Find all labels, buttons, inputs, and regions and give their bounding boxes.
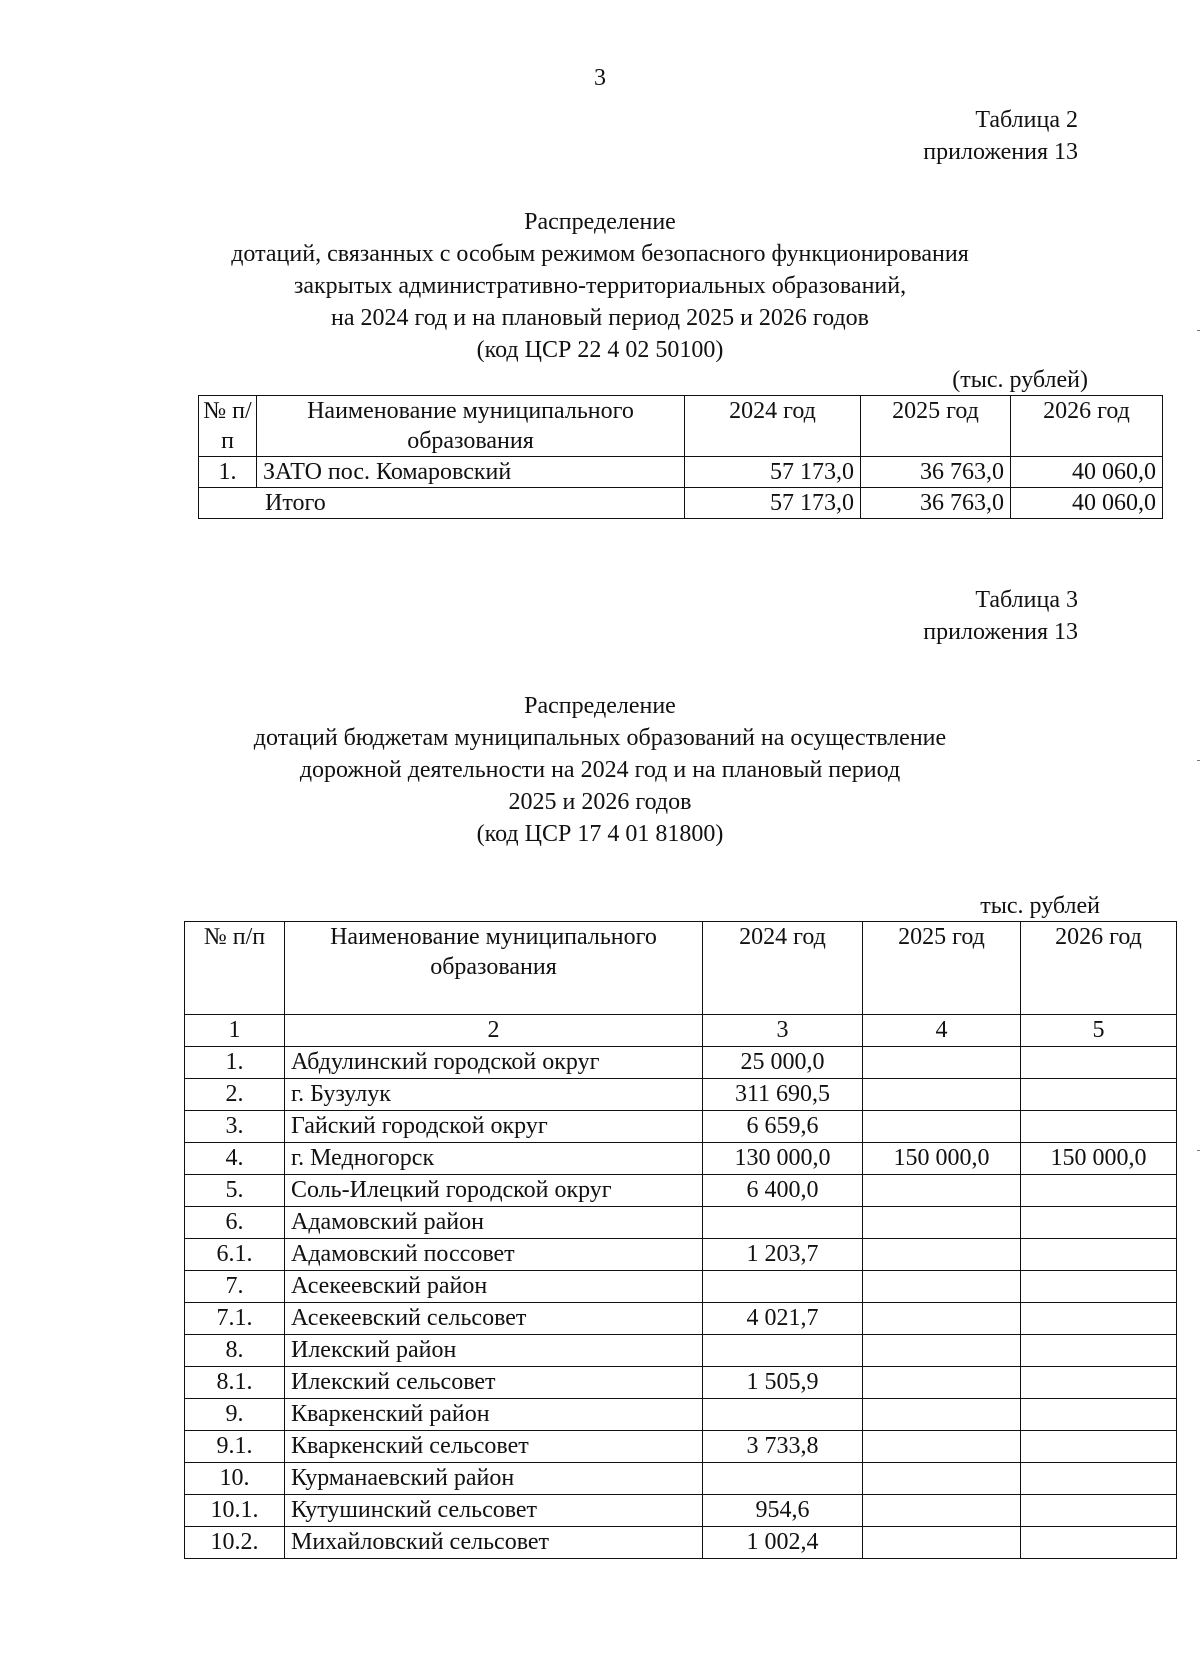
table3-cell-2025	[863, 1271, 1021, 1303]
table2-cell-2025: 36 763,0	[861, 457, 1011, 488]
table3-cell-2024: 1 203,7	[703, 1239, 863, 1271]
table3-header-row	[185, 922, 1177, 1015]
table3-cell-2025	[863, 1367, 1021, 1399]
table3-cell-2025	[863, 1495, 1021, 1527]
table3-cell-2026	[1021, 1335, 1177, 1367]
table2	[198, 395, 1163, 519]
table3-cell-2024: 3 733,8	[703, 1431, 863, 1463]
table-row	[185, 1239, 1177, 1271]
table3-cell-2026	[1021, 1463, 1177, 1495]
table3-cell-2024: 1 505,9	[703, 1367, 863, 1399]
table2-caption	[923, 104, 1078, 168]
table-row	[185, 1175, 1177, 1207]
table3-cell-name: Кваркенский сельсовет	[285, 1431, 703, 1463]
table3-cell-name: Илекский район	[285, 1335, 703, 1367]
table3-cell-2024	[703, 1207, 863, 1239]
table2-cell-number: 1.	[199, 457, 257, 488]
table3-cell-number: 6.	[185, 1207, 285, 1239]
table3-cell-name: Абдулинский городской округ	[285, 1047, 703, 1079]
table-row	[185, 1303, 1177, 1335]
table3-title-line: 2025 и 2026 годов	[508, 789, 692, 815]
table3-cell-number: 10.2.	[185, 1527, 285, 1559]
table3-body	[185, 1047, 1177, 1559]
table3-cell-2026	[1021, 1079, 1177, 1111]
table3-cell-name: Кутушинский сельсовет	[285, 1495, 703, 1527]
table3-cell-number: 9.	[185, 1399, 285, 1431]
table3-cell-number: 9.1.	[185, 1431, 285, 1463]
table3-cell-2026	[1021, 1367, 1177, 1399]
table3-cell-2026	[1021, 1175, 1177, 1207]
table3-title-line: (код ЦСР 17 4 01 81800)	[476, 821, 724, 847]
table3-cell-2026	[1021, 1527, 1177, 1559]
table-row	[185, 1431, 1177, 1463]
table-row	[185, 1495, 1177, 1527]
table2-cell-name: ЗАТО пос. Комаровский	[257, 457, 685, 488]
table2-title	[160, 206, 1040, 366]
table3-cell-2026	[1021, 1207, 1177, 1239]
table3-cell-2024: 6 400,0	[703, 1175, 863, 1207]
table2-total-2024: 57 173,0	[685, 488, 861, 519]
table3-cell-name: Адамовский поссовет	[285, 1239, 703, 1271]
table2-total-label: Итого	[199, 488, 685, 519]
table2-total-2025: 36 763,0	[861, 488, 1011, 519]
table2-title-line: закрытых административно-территориальных образований,	[293, 273, 907, 299]
table3	[184, 921, 1177, 1559]
table3-cell-2025	[863, 1207, 1021, 1239]
table3-cell-2025	[863, 1239, 1021, 1271]
table3-cell-2025	[863, 1431, 1021, 1463]
table3-cell-number: 10.1.	[185, 1495, 285, 1527]
table-row	[185, 1463, 1177, 1495]
table2-total-row	[199, 488, 1163, 519]
table3-cell-2024: 6 659,6	[703, 1111, 863, 1143]
table-row	[185, 1335, 1177, 1367]
table3-header-name: Наименование муниципального образования	[285, 922, 703, 1015]
table2-caption-line2: приложения 13	[923, 139, 1078, 165]
table3-cell-name: Асекеевский сельсовет	[285, 1303, 703, 1335]
page-number: 3	[594, 65, 606, 91]
table2-header-number: № п/п	[199, 396, 257, 457]
table3-cell-2025	[863, 1335, 1021, 1367]
table3-cell-2025	[863, 1047, 1021, 1079]
table3-header-number: № п/п	[185, 922, 285, 1015]
table3-cell-2024	[703, 1399, 863, 1431]
table-row	[185, 1367, 1177, 1399]
table3-cell-2026	[1021, 1495, 1177, 1527]
table3-cell-2026	[1021, 1239, 1177, 1271]
table3-cell-2026	[1021, 1303, 1177, 1335]
table3-caption	[923, 584, 1078, 648]
table-row	[199, 457, 1163, 488]
table2-unit: (тыс. рублей)	[952, 367, 1088, 393]
table3-cell-2024: 1 002,4	[703, 1527, 863, 1559]
table3-cell-number: 5.	[185, 1175, 285, 1207]
table2-title-line: (код ЦСР 22 4 02 50100)	[476, 337, 724, 363]
table3-cell-name: Гайский городской округ	[285, 1111, 703, 1143]
table2-header-2024: 2024 год	[685, 396, 861, 457]
table3-colnum: 2	[285, 1015, 703, 1047]
table-row	[185, 1399, 1177, 1431]
table3-cell-name: Асекеевский район	[285, 1271, 703, 1303]
table3-cell-name: Илекский сельсовет	[285, 1367, 703, 1399]
table3-cell-2026: 150 000,0	[1021, 1143, 1177, 1175]
table3-cell-name: г. Бузулук	[285, 1079, 703, 1111]
table3-cell-2025	[863, 1175, 1021, 1207]
table3-column-numbers-row	[185, 1015, 1177, 1047]
table2-header-2026: 2026 год	[1011, 396, 1163, 457]
table3-cell-2024: 25 000,0	[703, 1047, 863, 1079]
table3-cell-2025	[863, 1527, 1021, 1559]
table3-colnum: 1	[185, 1015, 285, 1047]
table2-header-row	[199, 396, 1163, 457]
table3-cell-2024	[703, 1463, 863, 1495]
table3-title-line: дотаций бюджетам муниципальных образований на осуществление	[253, 725, 947, 751]
table3-cell-number: 2.	[185, 1079, 285, 1111]
table3-caption-line1: Таблица 3	[975, 587, 1078, 613]
table3-cell-number: 6.1.	[185, 1239, 285, 1271]
table3-cell-number: 3.	[185, 1111, 285, 1143]
table3-cell-number: 1.	[185, 1047, 285, 1079]
table-row	[185, 1047, 1177, 1079]
table3-colnum: 5	[1021, 1015, 1177, 1047]
table3-cell-2024: 130 000,0	[703, 1143, 863, 1175]
table3-cell-2026	[1021, 1111, 1177, 1143]
table3-cell-2026	[1021, 1399, 1177, 1431]
table3-cell-number: 7.	[185, 1271, 285, 1303]
table-row	[185, 1271, 1177, 1303]
table3-unit: тыс. рублей	[980, 893, 1100, 919]
table3-header-2024: 2024 год	[703, 922, 863, 1015]
table3-title-line: Распределение	[524, 693, 676, 719]
table3-cell-2026	[1021, 1271, 1177, 1303]
table2-cell-2026: 40 060,0	[1011, 457, 1163, 488]
table3-cell-number: 4.	[185, 1143, 285, 1175]
table3-cell-number: 10.	[185, 1463, 285, 1495]
table2-title-line: дотаций, связанных с особым режимом безопасного функционирования	[231, 241, 969, 267]
table3-cell-2025	[863, 1463, 1021, 1495]
table3-cell-2025	[863, 1303, 1021, 1335]
table3-cell-name: Михайловский сельсовет	[285, 1527, 703, 1559]
table3-caption-line2: приложения 13	[923, 619, 1078, 645]
table3-cell-2024: 4 021,7	[703, 1303, 863, 1335]
table3-cell-2026	[1021, 1431, 1177, 1463]
table2-header-2025: 2025 год	[861, 396, 1011, 457]
table-row	[185, 1079, 1177, 1111]
table-row	[185, 1143, 1177, 1175]
table2-cell-2024: 57 173,0	[685, 457, 861, 488]
table2-caption-line1: Таблица 2	[975, 107, 1078, 133]
table3-colnum: 4	[863, 1015, 1021, 1047]
table3-cell-2026	[1021, 1047, 1177, 1079]
table3-cell-number: 8.1.	[185, 1367, 285, 1399]
table3-cell-name: Курманаевский район	[285, 1463, 703, 1495]
table-row	[185, 1111, 1177, 1143]
table3-cell-number: 8.	[185, 1335, 285, 1367]
table2-title-line: на 2024 год и на плановый период 2025 и 2026 годов	[330, 305, 870, 331]
table3-cell-name: г. Медногорск	[285, 1143, 703, 1175]
table3-cell-2024: 954,6	[703, 1495, 863, 1527]
table3-header-2026: 2026 год	[1021, 922, 1177, 1015]
table3-cell-name: Соль-Илецкий городской округ	[285, 1175, 703, 1207]
table2-header-name: Наименование муниципального образования	[257, 396, 685, 457]
table3-title-line: дорожной деятельности на 2024 год и на плановый период	[299, 757, 901, 783]
table3-colnum: 3	[703, 1015, 863, 1047]
table3-cell-2024	[703, 1271, 863, 1303]
table2-total-2026: 40 060,0	[1011, 488, 1163, 519]
table3-cell-name: Адамовский район	[285, 1207, 703, 1239]
table-row	[185, 1527, 1177, 1559]
table3-cell-2024	[703, 1335, 863, 1367]
table3-cell-2024: 311 690,5	[703, 1079, 863, 1111]
table3-cell-number: 7.1.	[185, 1303, 285, 1335]
table3-cell-2025: 150 000,0	[863, 1143, 1021, 1175]
table3-cell-2025	[863, 1079, 1021, 1111]
table2-title-line: Распределение	[524, 209, 676, 235]
table3-cell-name: Кваркенский район	[285, 1399, 703, 1431]
table-row	[185, 1207, 1177, 1239]
table3-header-2025: 2025 год	[863, 922, 1021, 1015]
table3-title	[160, 690, 1040, 850]
table3-cell-2025	[863, 1399, 1021, 1431]
table3-cell-2025	[863, 1111, 1021, 1143]
